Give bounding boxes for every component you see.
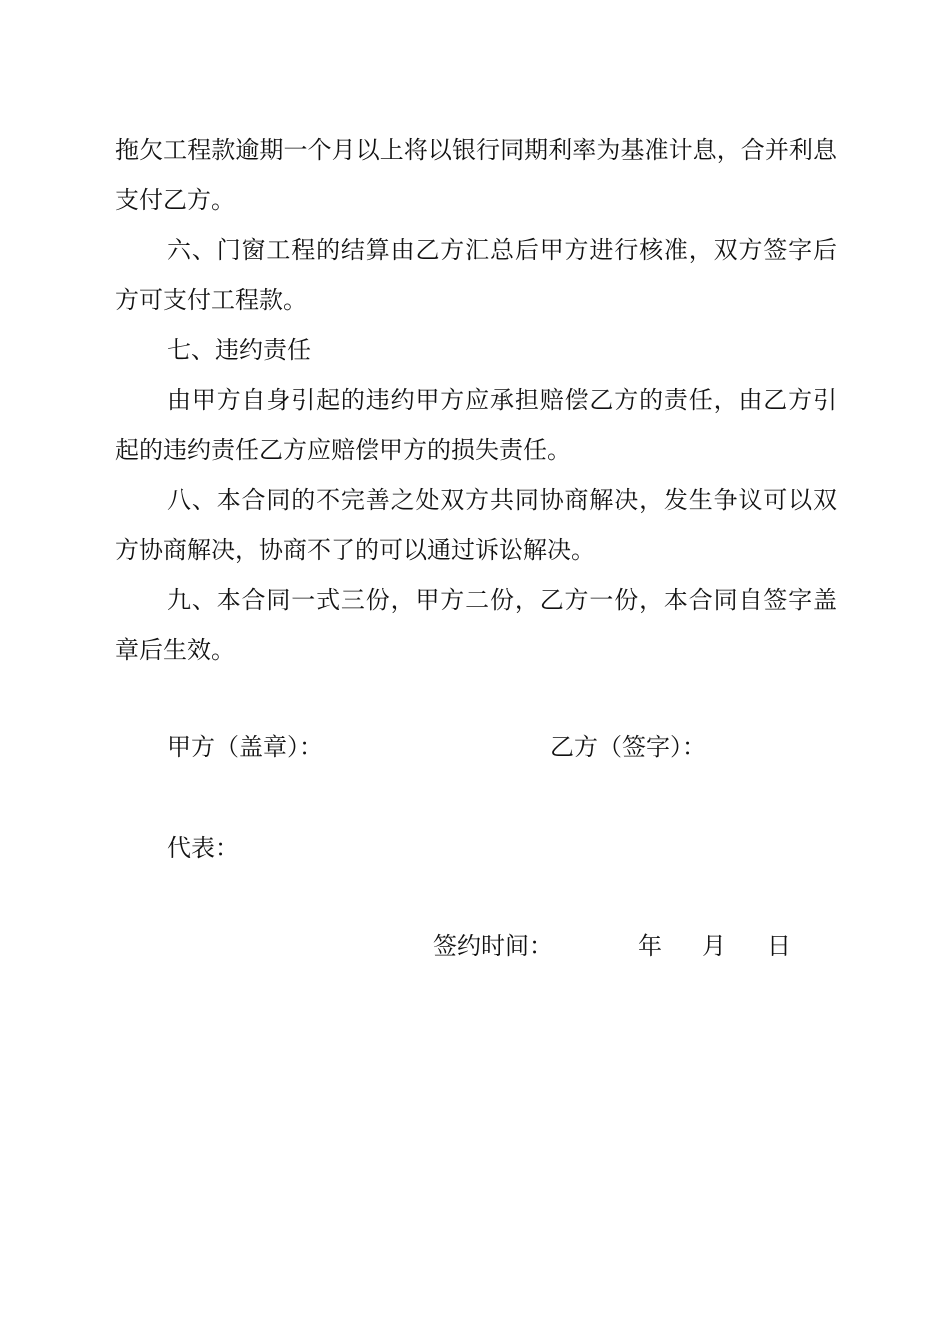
day-label: 日 — [767, 932, 791, 960]
paragraph-copies-effective: 九、本合同一式三份，甲方二份，乙方一份，本合同自签字盖章后生效。 — [115, 586, 837, 664]
sign-time-label: 签约时间： — [433, 932, 553, 960]
paragraph-overdue-interest: 拖欠工程款逾期一个月以上将以银行同期利率为基准计息，合并利息支付乙方。 — [115, 136, 837, 214]
year-label: 年 — [638, 932, 662, 960]
party-a-seal-label: 甲方（盖章）： — [167, 733, 323, 761]
paragraph-settlement: 六、门窗工程的结算由乙方汇总后甲方进行核准，双方签字后方可支付工程款。 — [115, 236, 837, 314]
heading-breach-liability: 七、违约责任 — [167, 336, 311, 364]
representative-label: 代表： — [167, 834, 239, 862]
party-b-signature-label: 乙方（签字）： — [550, 733, 706, 761]
paragraph-dispute-resolution: 八、本合同的不完善之处双方共同协商解决，发生争议可以双方协商解决，协商不了的可以通过诉讼解决。 — [115, 486, 837, 564]
month-label: 月 — [702, 932, 726, 960]
paragraph-breach-liability: 由甲方自身引起的违约甲方应承担赔偿乙方的责任，由乙方引起的违约责任乙方应赔偿甲方的损失责任。 — [115, 386, 837, 464]
